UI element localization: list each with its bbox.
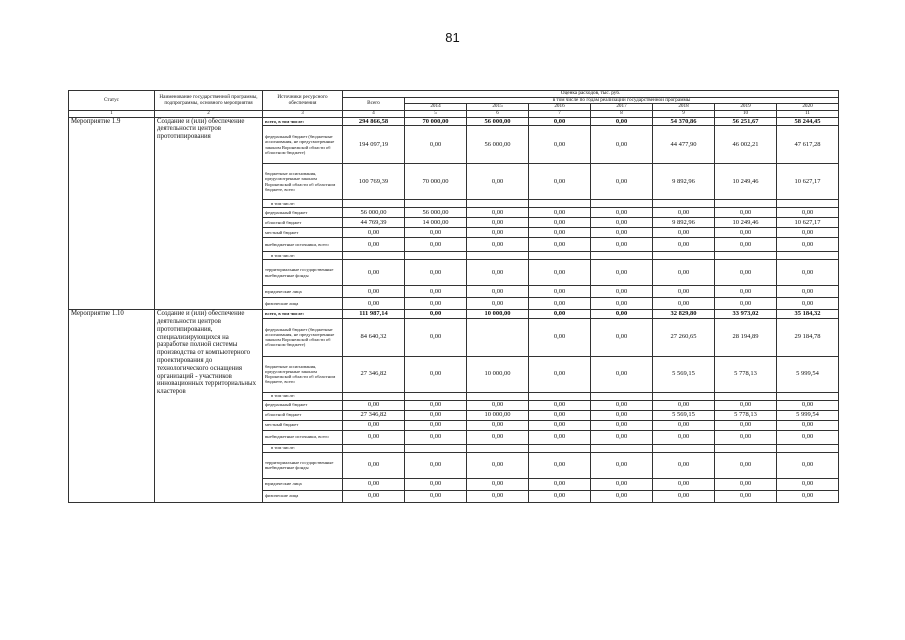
- year-value-cell: 0,00: [777, 430, 839, 444]
- year-value-cell: 9 892,96: [653, 218, 715, 228]
- year-value-cell: 0,00: [529, 400, 591, 410]
- year-value-cell: 0,00: [591, 286, 653, 298]
- year-value-cell: 0,00: [467, 452, 529, 478]
- year-value-cell: 0,00: [591, 318, 653, 356]
- year-value-cell: 0,00: [715, 238, 777, 252]
- year-value-cell: 14 000,00: [405, 218, 467, 228]
- year-value-cell: 0,00: [653, 430, 715, 444]
- year-value-cell: 0,00: [467, 490, 529, 502]
- funding-source-cell: в том числе:: [263, 444, 343, 452]
- year-value-cell: 0,00: [591, 298, 653, 310]
- total-value-cell: 294 866,58: [343, 117, 405, 125]
- year-value-cell: 0,00: [529, 430, 591, 444]
- funding-source-cell: бюджетные ассигнования, предусмотренные законом Воронежской области об областном бюджете, всего: [263, 356, 343, 392]
- total-value-cell: 0,00: [343, 420, 405, 430]
- year-value-cell: 10 000,00: [467, 310, 529, 318]
- budget-table: [68, 90, 839, 503]
- year-value-cell: 0,00: [591, 126, 653, 164]
- year-value-cell: 0,00: [529, 117, 591, 125]
- year-value-cell: 0,00: [405, 356, 467, 392]
- year-value-cell: 0,00: [715, 452, 777, 478]
- header-estimate: Оценка расходов, тыс. руб.: [343, 91, 839, 98]
- year-value-cell: 0,00: [653, 260, 715, 286]
- year-value-cell: 33 973,02: [715, 310, 777, 318]
- year-value-cell: [467, 252, 529, 260]
- funding-source-cell: федеральный бюджет (бюджетные ассигнования, не предусмотренные законом Воронежской области об областном бюджете): [263, 126, 343, 164]
- table-row: [69, 117, 839, 125]
- year-value-cell: 56 000,00: [467, 126, 529, 164]
- year-value-cell: 0,00: [405, 286, 467, 298]
- column-index: 4: [343, 111, 405, 118]
- year-value-cell: 0,00: [467, 164, 529, 200]
- year-value-cell: [777, 200, 839, 208]
- funding-source-cell: федеральный бюджет: [263, 208, 343, 218]
- year-value-cell: 0,00: [777, 286, 839, 298]
- year-value-cell: 5 778,13: [715, 410, 777, 420]
- year-value-cell: 0,00: [529, 478, 591, 490]
- year-value-cell: 0,00: [529, 490, 591, 502]
- year-value-cell: [591, 252, 653, 260]
- year-value-cell: 0,00: [653, 478, 715, 490]
- year-value-cell: 0,00: [591, 238, 653, 252]
- total-value-cell: 84 640,32: [343, 318, 405, 356]
- year-value-cell: 0,00: [591, 117, 653, 125]
- total-value-cell: 44 769,39: [343, 218, 405, 228]
- year-value-cell: 70 000,00: [405, 164, 467, 200]
- year-value-cell: 0,00: [591, 478, 653, 490]
- year-value-cell: [653, 200, 715, 208]
- year-value-cell: 0,00: [653, 452, 715, 478]
- year-value-cell: 0,00: [405, 260, 467, 286]
- total-value-cell: 0,00: [343, 430, 405, 444]
- header-source: Источники ресурсного обеспечения: [263, 91, 343, 111]
- total-value-cell: [343, 252, 405, 260]
- year-value-cell: 10 249,46: [715, 164, 777, 200]
- total-value-cell: 0,00: [343, 260, 405, 286]
- year-value-cell: 0,00: [405, 452, 467, 478]
- column-index: 11: [777, 111, 839, 118]
- year-value-cell: 0,00: [715, 420, 777, 430]
- year-value-cell: 0,00: [529, 228, 591, 238]
- year-value-cell: [715, 200, 777, 208]
- year-value-cell: 58 244,45: [777, 117, 839, 125]
- year-value-cell: [405, 444, 467, 452]
- year-value-cell: 0,00: [715, 490, 777, 502]
- year-value-cell: 0,00: [591, 228, 653, 238]
- year-value-cell: 0,00: [591, 430, 653, 444]
- year-value-cell: 0,00: [715, 400, 777, 410]
- year-value-cell: 0,00: [529, 420, 591, 430]
- status-cell: Мероприятие 1.9: [69, 117, 155, 309]
- year-value-cell: 0,00: [405, 410, 467, 420]
- year-value-cell: 0,00: [405, 238, 467, 252]
- funding-source-cell: местный бюджет: [263, 420, 343, 430]
- header-year: 2015: [467, 104, 529, 111]
- year-value-cell: 0,00: [529, 452, 591, 478]
- total-value-cell: 0,00: [343, 238, 405, 252]
- year-value-cell: [529, 444, 591, 452]
- table-row: [69, 310, 839, 318]
- year-value-cell: 29 184,78: [777, 318, 839, 356]
- year-value-cell: 0,00: [777, 228, 839, 238]
- year-value-cell: 56 251,67: [715, 117, 777, 125]
- header-by-years: в том числе по годам реализации государственной программы: [405, 97, 839, 104]
- year-value-cell: 0,00: [529, 218, 591, 228]
- year-value-cell: 0,00: [529, 126, 591, 164]
- funding-source-cell: территориальные государственные внебюджетные фонды: [263, 260, 343, 286]
- year-value-cell: [529, 392, 591, 400]
- year-value-cell: 0,00: [467, 420, 529, 430]
- year-value-cell: 0,00: [467, 400, 529, 410]
- total-value-cell: 111 987,14: [343, 310, 405, 318]
- year-value-cell: 0,00: [591, 356, 653, 392]
- year-value-cell: 0,00: [715, 478, 777, 490]
- year-value-cell: 0,00: [405, 400, 467, 410]
- year-value-cell: 0,00: [653, 208, 715, 218]
- year-value-cell: 0,00: [405, 318, 467, 356]
- year-value-cell: 46 002,21: [715, 126, 777, 164]
- year-value-cell: 0,00: [405, 430, 467, 444]
- funding-source-cell: физические лица: [263, 298, 343, 310]
- year-value-cell: 0,00: [715, 298, 777, 310]
- funding-source-cell: территориальные государственные внебюджетные фонды: [263, 452, 343, 478]
- year-value-cell: [715, 392, 777, 400]
- funding-source-cell: областной бюджет: [263, 218, 343, 228]
- status-cell: Мероприятие 1.10: [69, 310, 155, 502]
- year-value-cell: 5 569,15: [653, 356, 715, 392]
- column-index: 2: [155, 111, 263, 118]
- year-value-cell: 0,00: [529, 260, 591, 286]
- header-status: Статус: [69, 91, 155, 111]
- column-index: 8: [591, 111, 653, 118]
- year-value-cell: 0,00: [467, 228, 529, 238]
- funding-source-cell: внебюджетные источники, всего: [263, 430, 343, 444]
- column-index: 7: [529, 111, 591, 118]
- page-number: 81: [445, 30, 460, 45]
- total-value-cell: 0,00: [343, 400, 405, 410]
- year-value-cell: [405, 392, 467, 400]
- year-value-cell: 0,00: [405, 126, 467, 164]
- header-year: 2018: [653, 104, 715, 111]
- year-value-cell: 0,00: [653, 286, 715, 298]
- year-value-cell: 0,00: [529, 208, 591, 218]
- column-index: 10: [715, 111, 777, 118]
- total-value-cell: 0,00: [343, 490, 405, 502]
- year-value-cell: 0,00: [715, 260, 777, 286]
- year-value-cell: 0,00: [777, 238, 839, 252]
- header-year: 2017: [591, 104, 653, 111]
- year-value-cell: 0,00: [715, 228, 777, 238]
- funding-source-cell: в том числе:: [263, 200, 343, 208]
- year-value-cell: 0,00: [405, 310, 467, 318]
- year-value-cell: 0,00: [653, 228, 715, 238]
- year-value-cell: 10 627,17: [777, 164, 839, 200]
- total-value-cell: 0,00: [343, 286, 405, 298]
- total-value-cell: 100 769,39: [343, 164, 405, 200]
- year-value-cell: 0,00: [467, 286, 529, 298]
- funding-source-cell: юридические лица: [263, 286, 343, 298]
- year-value-cell: 47 617,28: [777, 126, 839, 164]
- year-value-cell: 0,00: [777, 298, 839, 310]
- total-value-cell: 56 000,00: [343, 208, 405, 218]
- funding-source-cell: федеральный бюджет (бюджетные ассигнования, не предусмотренные законом Воронежской области об областном бюджете): [263, 318, 343, 356]
- year-value-cell: 5 778,13: [715, 356, 777, 392]
- year-value-cell: [777, 252, 839, 260]
- year-value-cell: 0,00: [591, 208, 653, 218]
- year-value-cell: 0,00: [529, 318, 591, 356]
- year-value-cell: 56 000,00: [405, 208, 467, 218]
- total-value-cell: 0,00: [343, 298, 405, 310]
- funding-source-cell: внебюджетные источники, всего: [263, 238, 343, 252]
- funding-source-cell: всего, в том числе:: [263, 117, 343, 125]
- year-value-cell: 0,00: [777, 452, 839, 478]
- year-value-cell: 10 000,00: [467, 410, 529, 420]
- year-value-cell: 0,00: [777, 208, 839, 218]
- year-value-cell: [777, 444, 839, 452]
- total-value-cell: [343, 200, 405, 208]
- year-value-cell: 0,00: [777, 400, 839, 410]
- total-value-cell: 27 346,82: [343, 356, 405, 392]
- funding-source-cell: в том числе:: [263, 252, 343, 260]
- year-value-cell: [405, 200, 467, 208]
- year-value-cell: 0,00: [591, 452, 653, 478]
- year-value-cell: 0,00: [591, 410, 653, 420]
- year-value-cell: 28 194,89: [715, 318, 777, 356]
- year-value-cell: 0,00: [529, 298, 591, 310]
- year-value-cell: 0,00: [777, 420, 839, 430]
- year-value-cell: 0,00: [653, 400, 715, 410]
- year-value-cell: 0,00: [405, 298, 467, 310]
- header-year: 2019: [715, 104, 777, 111]
- year-value-cell: 0,00: [467, 208, 529, 218]
- header-year: 2014: [405, 104, 467, 111]
- total-value-cell: 27 346,82: [343, 410, 405, 420]
- funding-source-cell: федеральный бюджет: [263, 400, 343, 410]
- year-value-cell: 0,00: [591, 490, 653, 502]
- header-year: 2016: [529, 104, 591, 111]
- year-value-cell: 0,00: [591, 260, 653, 286]
- total-value-cell: 0,00: [343, 452, 405, 478]
- column-index: 1: [69, 111, 155, 118]
- year-value-cell: [467, 200, 529, 208]
- year-value-cell: 0,00: [467, 298, 529, 310]
- header-year: 2020: [777, 104, 839, 111]
- column-index: 5: [405, 111, 467, 118]
- year-value-cell: [715, 444, 777, 452]
- year-value-cell: 0,00: [467, 238, 529, 252]
- year-value-cell: [653, 444, 715, 452]
- funding-source-cell: местный бюджет: [263, 228, 343, 238]
- funding-source-cell: областной бюджет: [263, 410, 343, 420]
- year-value-cell: [467, 444, 529, 452]
- year-value-cell: 0,00: [405, 490, 467, 502]
- header-name: Наименование государственной программы, подпрограммы, основного мероприятия: [155, 91, 263, 111]
- year-value-cell: 0,00: [405, 420, 467, 430]
- year-value-cell: 5 569,15: [653, 410, 715, 420]
- year-value-cell: 0,00: [405, 228, 467, 238]
- year-value-cell: 0,00: [591, 400, 653, 410]
- year-value-cell: 10 249,46: [715, 218, 777, 228]
- total-value-cell: 0,00: [343, 228, 405, 238]
- column-index: 9: [653, 111, 715, 118]
- year-value-cell: 0,00: [529, 164, 591, 200]
- year-value-cell: 5 999,54: [777, 410, 839, 420]
- funding-source-cell: всего, в том числе:: [263, 310, 343, 318]
- year-value-cell: 32 829,80: [653, 310, 715, 318]
- year-value-cell: 35 184,32: [777, 310, 839, 318]
- year-value-cell: 0,00: [777, 478, 839, 490]
- year-value-cell: 0,00: [529, 356, 591, 392]
- year-value-cell: 0,00: [653, 420, 715, 430]
- year-value-cell: 0,00: [529, 410, 591, 420]
- year-value-cell: 0,00: [467, 478, 529, 490]
- year-value-cell: 0,00: [715, 286, 777, 298]
- year-value-cell: 0,00: [591, 310, 653, 318]
- year-value-cell: [653, 252, 715, 260]
- total-value-cell: [343, 392, 405, 400]
- funding-source-cell: бюджетные ассигнования, предусмотренные законом Воронежской области об областном бюджете, всего: [263, 164, 343, 200]
- funding-source-cell: физические лица: [263, 490, 343, 502]
- year-value-cell: 0,00: [529, 238, 591, 252]
- year-value-cell: 5 999,54: [777, 356, 839, 392]
- year-value-cell: [467, 392, 529, 400]
- year-value-cell: 0,00: [467, 218, 529, 228]
- year-value-cell: 0,00: [591, 218, 653, 228]
- year-value-cell: 0,00: [653, 298, 715, 310]
- total-value-cell: 194 097,19: [343, 126, 405, 164]
- year-value-cell: 0,00: [715, 208, 777, 218]
- year-value-cell: 0,00: [467, 260, 529, 286]
- year-value-cell: 44 477,90: [653, 126, 715, 164]
- year-value-cell: [467, 318, 529, 356]
- funding-source-cell: в том числе:: [263, 392, 343, 400]
- year-value-cell: [715, 252, 777, 260]
- year-value-cell: 0,00: [591, 420, 653, 430]
- year-value-cell: 9 892,96: [653, 164, 715, 200]
- year-value-cell: 0,00: [529, 310, 591, 318]
- measure-name-cell: Создание и (или) обеспечение деятельности центров прототипирования: [155, 117, 263, 309]
- year-value-cell: 0,00: [715, 430, 777, 444]
- year-value-cell: [405, 252, 467, 260]
- year-value-cell: 0,00: [529, 286, 591, 298]
- year-value-cell: 27 260,65: [653, 318, 715, 356]
- year-value-cell: [653, 392, 715, 400]
- measure-name-cell: Создание и (или) обеспечение деятельности центров прототипирования, специализирующихся на разработке полной системы производства от компьютерного проектирования до технологического оснащения организаций - участников инновационных территориальных кластеров: [155, 310, 263, 502]
- year-value-cell: [529, 200, 591, 208]
- year-value-cell: 10 627,17: [777, 218, 839, 228]
- year-value-cell: 0,00: [405, 478, 467, 490]
- year-value-cell: 70 000,00: [405, 117, 467, 125]
- year-value-cell: 0,00: [591, 164, 653, 200]
- total-value-cell: 0,00: [343, 478, 405, 490]
- funding-source-cell: юридические лица: [263, 478, 343, 490]
- year-value-cell: 56 000,00: [467, 117, 529, 125]
- year-value-cell: [529, 252, 591, 260]
- year-value-cell: 10 000,00: [467, 356, 529, 392]
- column-index: 6: [467, 111, 529, 118]
- total-value-cell: [343, 444, 405, 452]
- year-value-cell: 0,00: [777, 490, 839, 502]
- year-value-cell: [591, 200, 653, 208]
- year-value-cell: 0,00: [653, 490, 715, 502]
- year-value-cell: 54 370,86: [653, 117, 715, 125]
- year-value-cell: [591, 392, 653, 400]
- year-value-cell: [591, 444, 653, 452]
- column-index: 3: [263, 111, 343, 118]
- header-total: Всего: [343, 97, 405, 110]
- year-value-cell: 0,00: [777, 260, 839, 286]
- year-value-cell: 0,00: [467, 430, 529, 444]
- year-value-cell: 0,00: [653, 238, 715, 252]
- year-value-cell: [777, 392, 839, 400]
